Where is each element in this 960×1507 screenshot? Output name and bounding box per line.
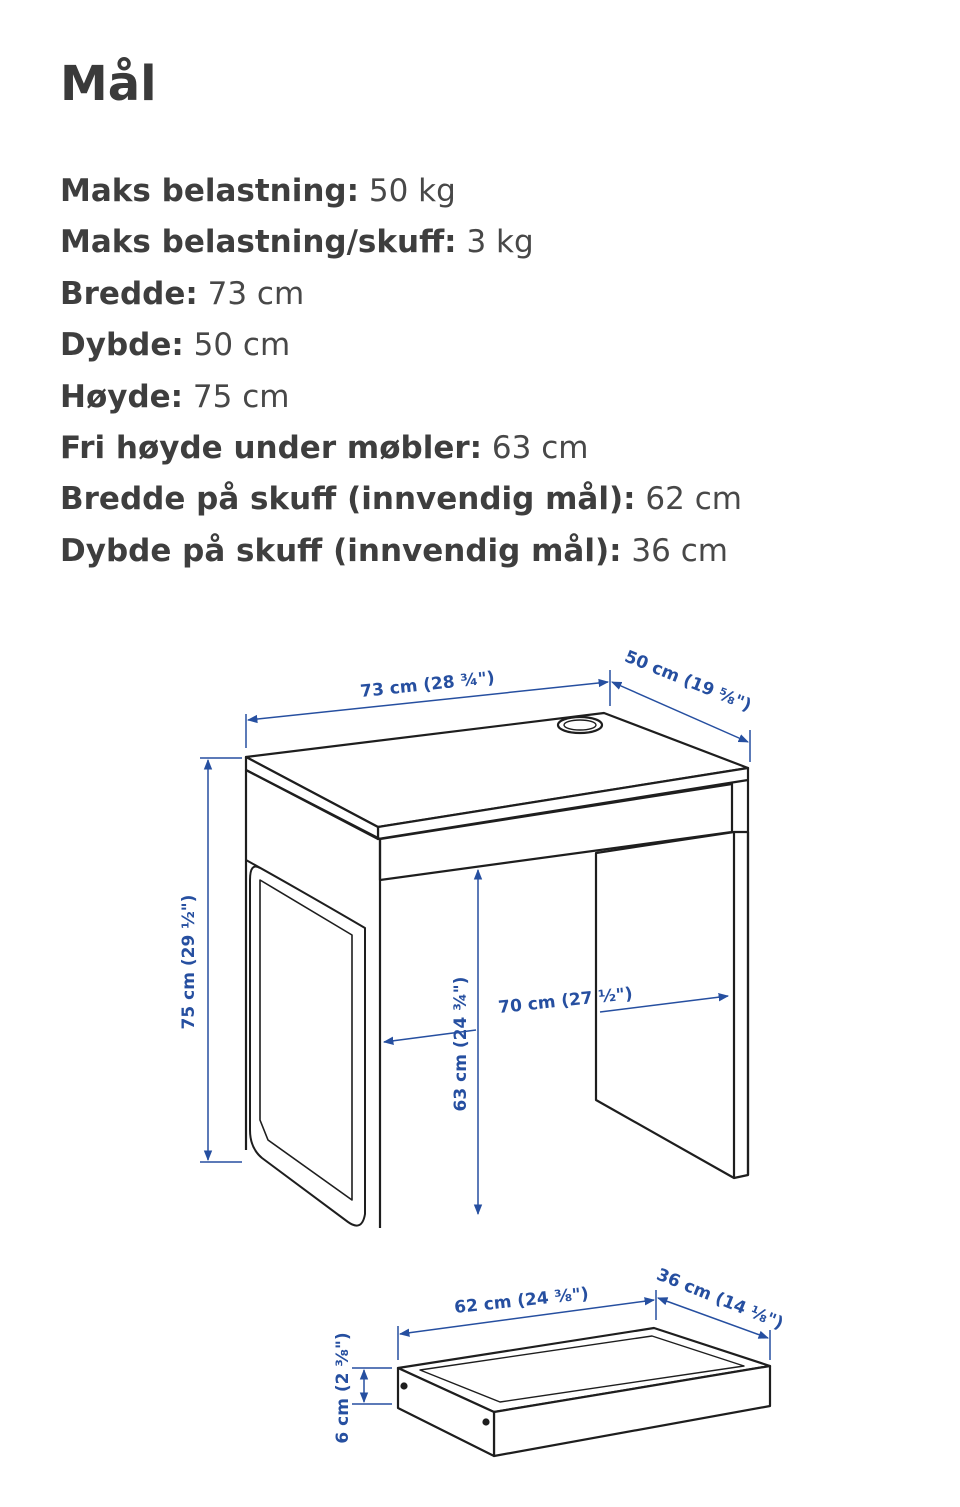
drawer-height-label: 6 cm (2 ⅜") [333, 1332, 353, 1444]
spec-depth [60, 320, 742, 371]
spec-list [60, 166, 742, 577]
spec-label: Høyde: [60, 378, 184, 415]
spec-value: 50 kg [368, 173, 456, 209]
spec-clearance [60, 423, 742, 474]
spec-value: 75 cm [192, 378, 290, 415]
spec-height [60, 372, 742, 423]
drawer-width-label: 62 cm (24 ⅜") [453, 1284, 590, 1319]
desk-inner-width-label: 70 cm (27 ½") [497, 984, 634, 1019]
spec-value: 62 cm [645, 481, 742, 518]
spec-label: Bredde: [60, 275, 198, 312]
spec-label: Dybde på skuff (innvendig mål): [60, 532, 622, 569]
spec-max-load-drawer [60, 217, 742, 268]
drawer-depth-label: 36 cm (14 ⅛") [653, 1264, 787, 1334]
desk-height-label: 75 cm (29 ½") [179, 894, 199, 1030]
desk-depth-label: 50 cm (19 ⅝") [621, 646, 755, 716]
spec-drawer-depth [60, 526, 742, 577]
spec-label: Bredde på skuff (innvendig mål): [60, 481, 636, 518]
drawer-drawing [398, 1328, 770, 1456]
spec-max-load [60, 166, 742, 217]
spec-value: 63 cm [491, 430, 589, 467]
desk-clearance-label: 63 cm (24 ¾") [451, 976, 471, 1112]
spec-value: 36 cm [631, 532, 728, 569]
page-title: Mål [60, 56, 157, 112]
spec-value: 50 cm [193, 327, 291, 364]
spec-label: Dybde: [60, 327, 184, 364]
desk-drawing [246, 713, 748, 1228]
spec-value: 3 kg [466, 224, 534, 261]
spec-label: Maks belastning: [60, 173, 360, 209]
desk-width-label: 73 cm (28 ¾") [359, 668, 496, 703]
spec-width [60, 269, 742, 320]
spec-value: 73 cm [207, 275, 305, 312]
spec-label: Maks belastning/skuff: [60, 224, 457, 261]
spec-drawer-width [60, 474, 742, 525]
spec-label: Fri høyde under møbler: [60, 430, 483, 467]
dimension-diagram [0, 600, 960, 1507]
